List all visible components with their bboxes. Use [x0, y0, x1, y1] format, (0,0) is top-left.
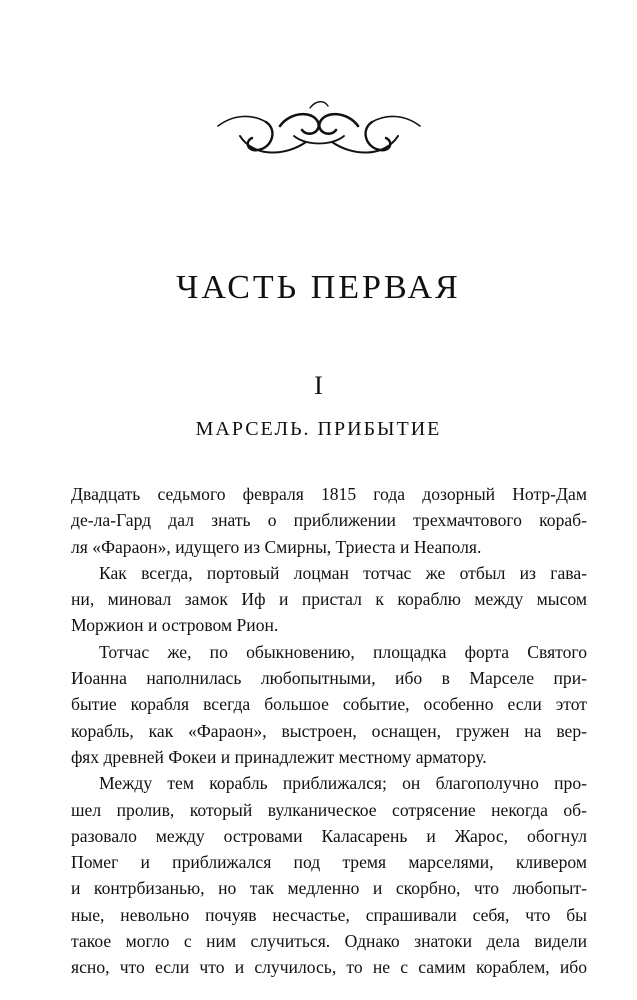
text-line: ные, невольно почуяв несчастье, спрашивали себя, что бы: [71, 904, 587, 925]
paragraph: [71, 560, 587, 639]
chapter-body: [71, 481, 587, 981]
text-line: Между тем корабль приближался; он благополучно про-: [99, 773, 587, 794]
text-line: Двадцать седьмого февраля 1815 года дозорный Нотр-Дам: [71, 484, 587, 504]
part-title: ЧАСТЬ ПЕРВАЯ: [176, 269, 461, 306]
text-line: и контрбизанью, но так медленно и скорбно, что любопыт-: [71, 878, 587, 899]
text-line: ни, миновал замок Иф и пристал к кораблю между мысом: [71, 589, 587, 610]
text-line: ля «Фараон», идущего из Смирны, Триеста и Неаполя.: [71, 536, 482, 557]
text-line: бытие корабля всегда большое событие, особенно если этот: [71, 694, 587, 715]
text-line: такое могло с ним случиться. Однако знатоки дела видели: [71, 931, 587, 952]
flourish-ornament-icon: [214, 96, 424, 166]
text-line: ясно, что если что и случилось, то не с самим кораблем, ибо: [71, 957, 587, 978]
chapter-title: МАРСЕЛЬ. ПРИБЫТИЕ: [195, 418, 442, 440]
text-line: Моржион и островом Рион.: [71, 615, 279, 636]
text-line: шел пролив, который вулканическое сотрясение некогда об-: [71, 799, 587, 820]
text-line: фях древней Фокеи и принадлежит местному арматору.: [71, 746, 487, 767]
paragraph: [71, 639, 587, 770]
text-line: Иоанна наполнилась любопытными, ибо в Марселе при-: [71, 668, 587, 689]
chapter-number: I: [314, 371, 323, 400]
paragraph: [71, 770, 587, 980]
text-line: корабль, как «Фараон», выстроен, оснащен, гружен на вер-: [71, 720, 587, 741]
text-line: де-ла-Гард дал знать о приближении трехмачтового кораб-: [71, 510, 587, 531]
text-line: разовало между островами Каласарень и Жарос, обогнул: [71, 825, 587, 846]
text-line: Тотчас же, по обыкновению, площадка форта Святого: [99, 641, 587, 662]
text-line: Как всегда, портовый лоцман тотчас же отбыл из гава-: [99, 562, 587, 583]
text-line: Помег и приближался под тремя марселями, кливером: [71, 852, 587, 873]
paragraph: [71, 481, 587, 560]
